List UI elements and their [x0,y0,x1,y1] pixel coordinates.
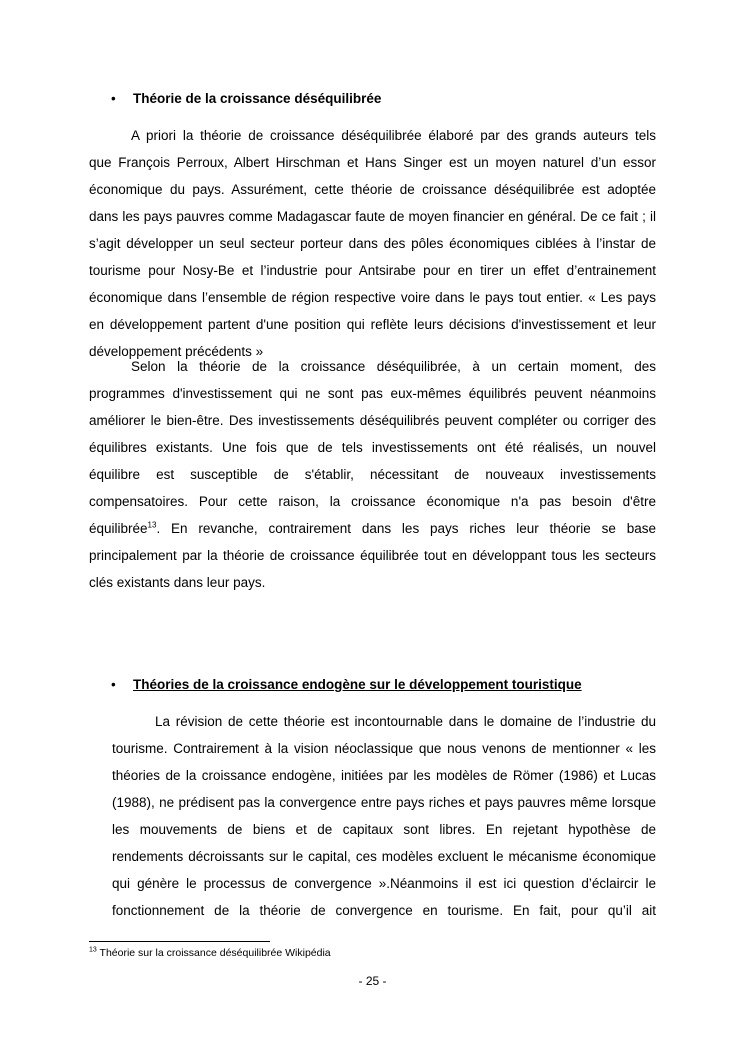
bullet-icon: • [111,677,116,692]
heading-text: Théorie de la croissance déséquilibrée [133,91,382,106]
text-line: s’agit développer un seul secteur porteur dans des pôles économiques ciblées à l’instar de [89,236,656,251]
heading-text: Théories de la croissance endogène sur le développement touristique [133,677,582,692]
text-line: les mouvements de biens et de capitaux sont libres. En rejetant hypothèse de [112,822,656,837]
page-number: - 25 - [358,974,387,988]
paragraph-3 [112,708,656,924]
text-line: équilibres existants. Une fois que de tels investissements ont été réalisés, un nouvel [89,440,656,455]
text-line: compensatoires. Pour cette raison, la croissance économique n'a pas besoin d'être [89,494,656,509]
text-line: qui génère le processus de convergence ».Néanmoins il est ici question d’éclaircir le [112,876,656,891]
text-line: (1988), ne prédisent pas la convergence entre pays riches et pays pauvres même lorsque [112,795,656,810]
text-line: rendements décroissants sur le capital, ces modèles excluent le mécanisme économique [112,849,656,864]
text-line: économique dans l’ensemble de région respective voire dans le pays tout entier. « Les pays [89,290,656,305]
footnote-separator [89,941,270,942]
footnote [89,947,331,959]
text-line: La révision de cette théorie est incontournable dans le domaine de l’industrie du [155,714,656,729]
text-line: développement précédents » [89,344,264,359]
text-line: que François Perroux, Albert Hirschman et Hans Singer est un moyen naturel d’un essor [89,155,656,170]
text-line: théories de la croissance endogène, initiées par les modèles de Römer (1986) et Lucas [112,768,656,783]
text-line: dans les pays pauvres comme Madagascar faute de moyen financier en général. De ce fait ; il [89,209,656,224]
text-line: A priori la théorie de croissance déséquilibrée élaboré par des grands auteurs tels [131,128,656,143]
text-line: tourisme. Contrairement à la vision néoclassique que nous venons de mentionner « les [112,741,656,756]
section-heading-unbalanced-growth [112,91,381,106]
text-line: Selon la théorie de la croissance déséquilibrée, à un certain moment, des [131,359,656,374]
footnote-number: 13 [89,946,97,954]
section-heading-endogenous-growth [112,677,582,692]
text-line [89,515,656,542]
text-line: améliorer le bien-être. Des investissements déséquilibrés peuvent compléter ou corriger des [89,413,656,428]
paragraph-2 [89,353,656,596]
text-fragment: équilibrée [89,521,148,536]
text-fragment: . En revanche, contrairement dans les pays riches leur théorie se base [156,521,656,536]
text-line: économique du pays. Assurément, cette théorie de croissance déséquilibrée est adoptée [89,182,656,197]
text-line: équilibre est susceptible de s'établir, nécessitant de nouveaux investissements [89,467,656,482]
text-line: principalement par la théorie de croissance équilibrée tout en développant tous les secteurs [89,548,656,563]
text-line: programmes d'investissement qui ne sont pas eux-mêmes équilibrés peuvent néanmoins [89,386,656,401]
bullet-icon: • [111,91,116,106]
text-line: clés existants dans leur pays. [89,575,266,590]
paragraph-1 [89,122,656,365]
text-line: fonctionnement de la théorie de convergence en tourisme. En fait, pour qu’il ait [112,903,656,918]
footnote-reference[interactable]: 13 [147,520,157,530]
footnote-text: Théorie sur la croissance déséquilibrée Wikipédia [96,947,331,959]
text-line: en développement partent d'une position qui reflète leurs décisions d'investissement et leur [89,317,656,332]
text-line: tourisme pour Nosy-Be et l’industrie pour Antsirabe pour en tirer un effet d’entrainement [89,263,656,278]
